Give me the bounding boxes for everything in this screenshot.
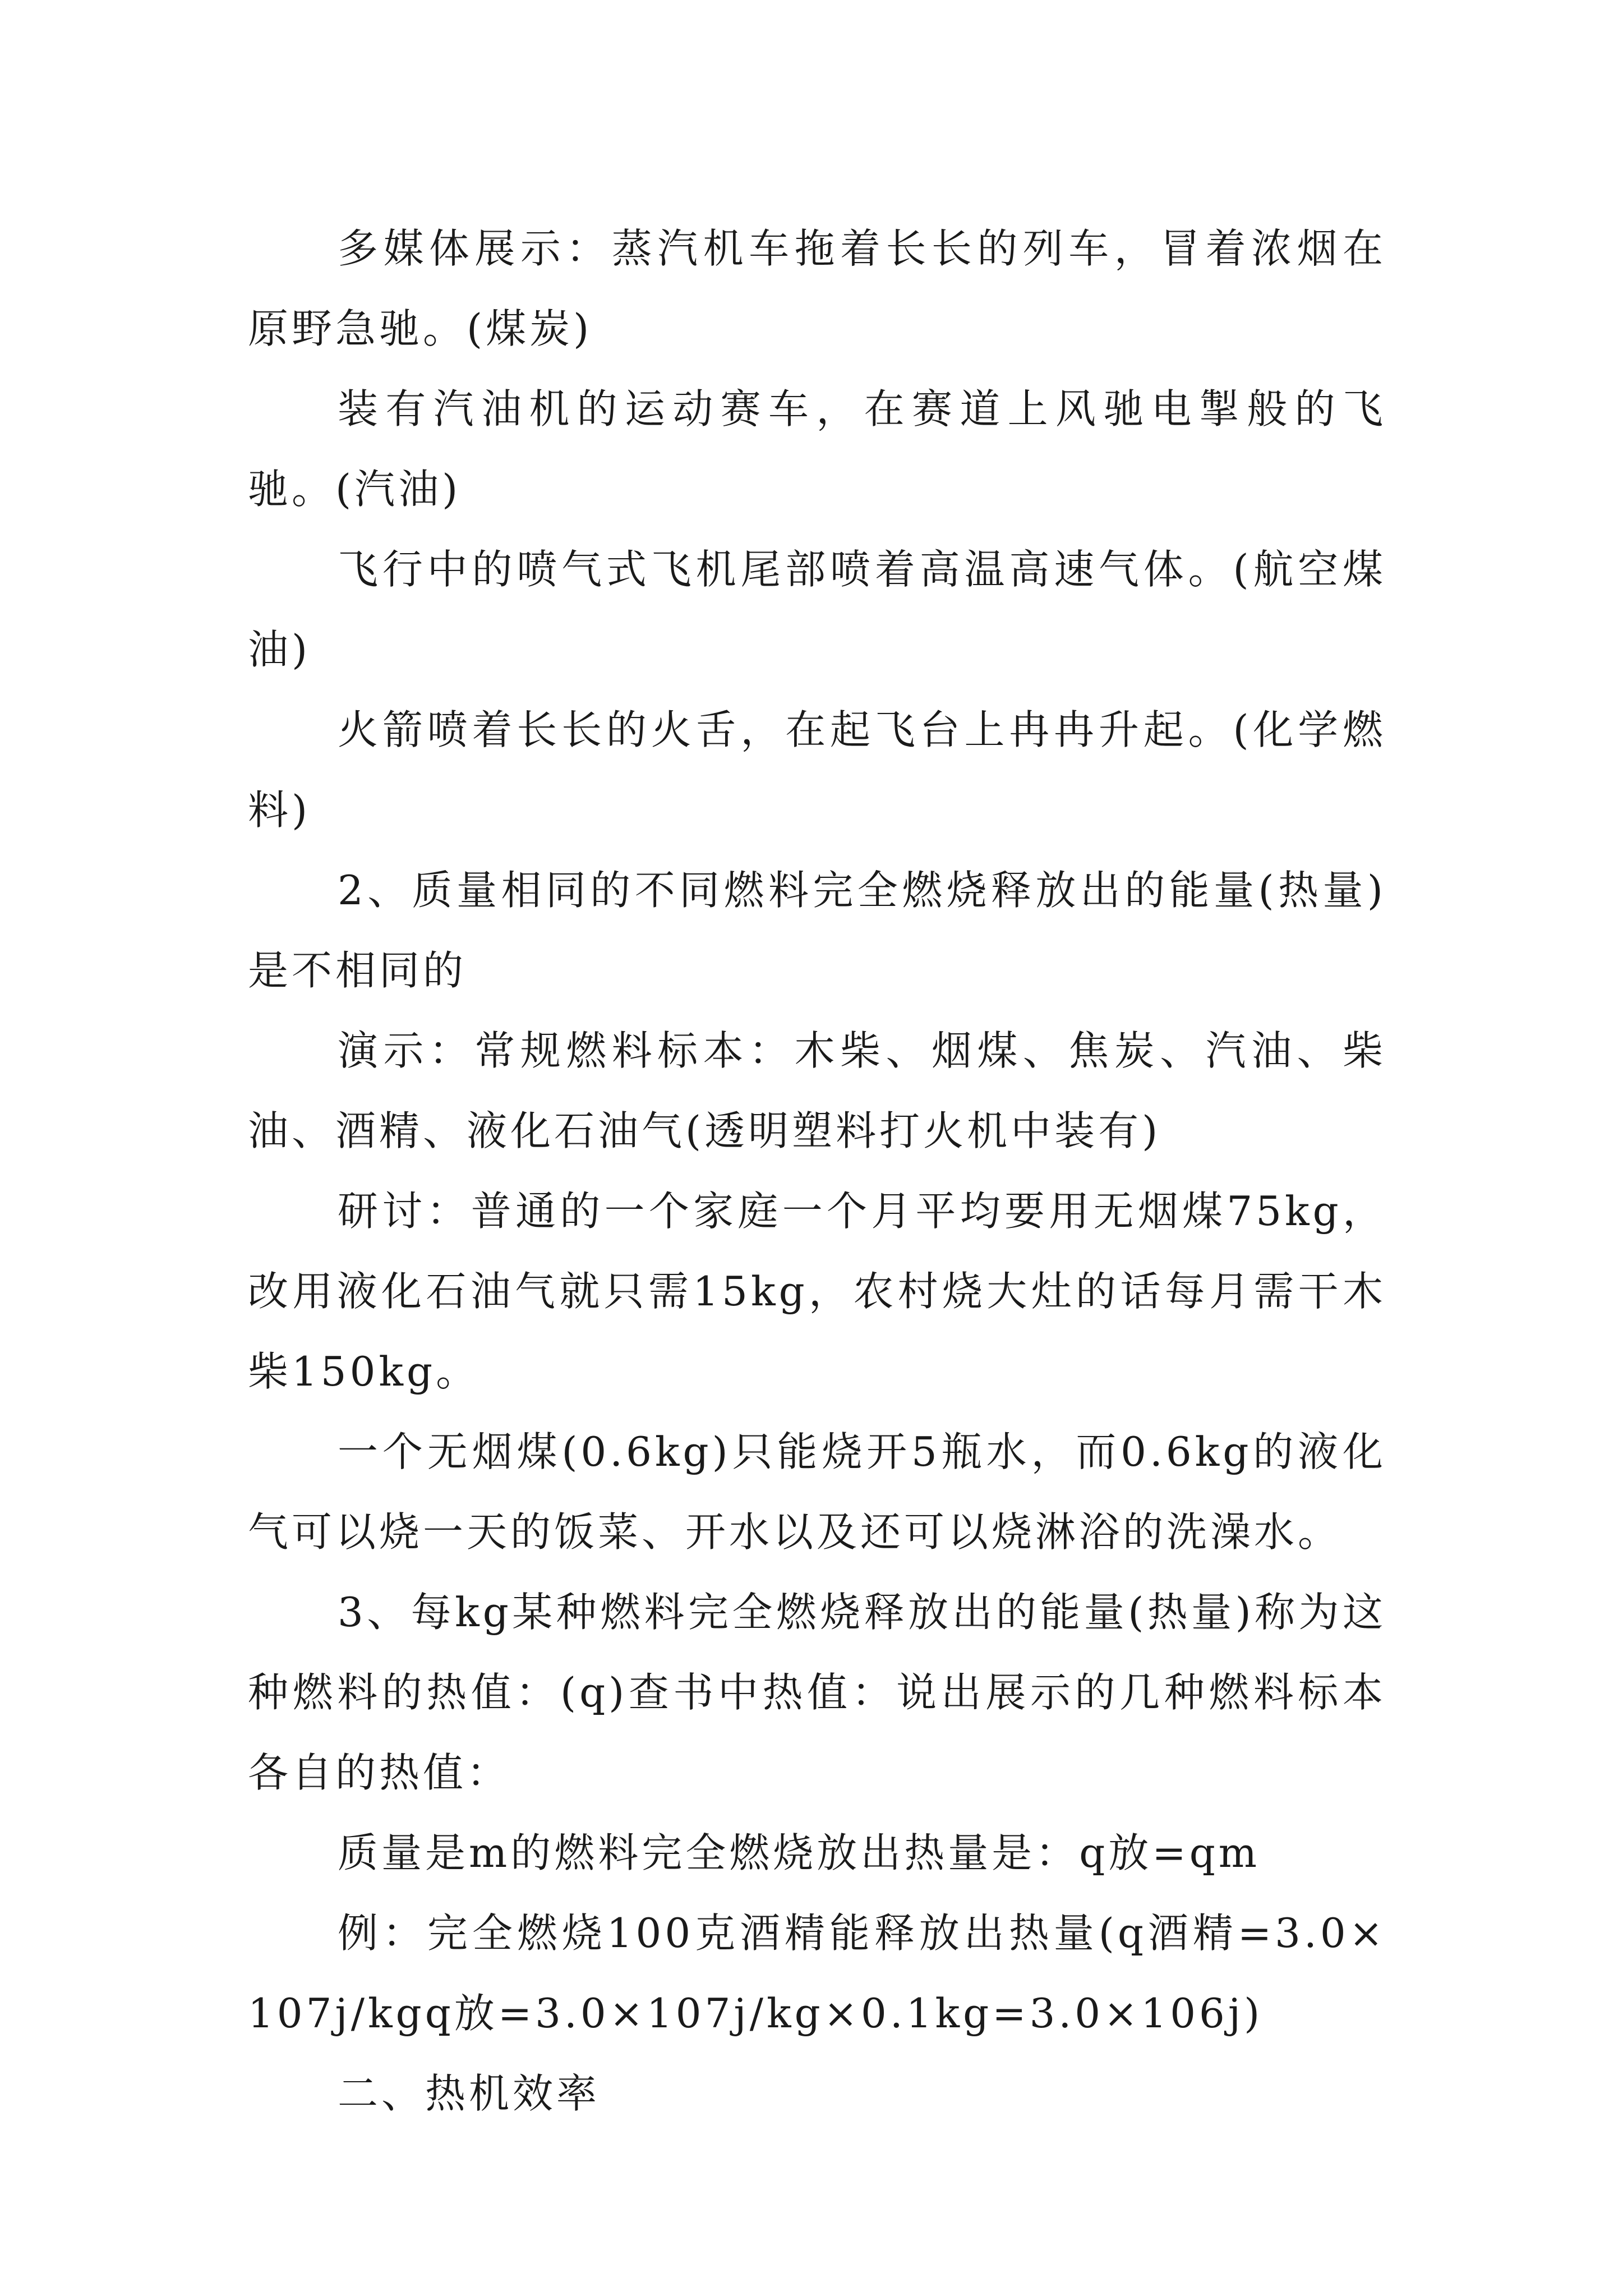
document-body bbox=[248, 209, 1386, 2134]
paragraph-example-alcohol: 例：完全燃烧100克酒精能释放出热量(q酒精=3.0×107j/kgq放=3.0×107j/kg×0.1kg=3.0×106j) bbox=[248, 1910, 1386, 2037]
paragraph-heat-formula: 质量是m的燃料完全燃烧放出热量是：q放=qm bbox=[338, 1829, 1261, 1876]
paragraph-multimedia-coal: 多媒体展示：蒸汽机车拖着长长的列车，冒着浓烟在原野急驰。(煤炭) bbox=[248, 225, 1386, 352]
paragraph-jet-kerosene: 飞行中的喷气式飞机尾部喷着高温高速气体。(航空煤油) bbox=[248, 546, 1386, 673]
paragraph-race-car-gasoline: 装有汽油机的运动赛车，在赛道上风驰电掣般的飞驰。(汽油) bbox=[248, 385, 1386, 513]
paragraph-point-2: 2、质量相同的不同燃料完全燃烧释放出的能量(热量)是不相同的 bbox=[248, 867, 1386, 994]
paragraph-demonstration: 演示：常规燃料标本：木柴、烟煤、焦炭、汽油、柴油、酒精、液化石油气(透明塑料打火机中装有) bbox=[248, 1027, 1386, 1154]
paragraph-discussion: 研讨：普通的一个家庭一个月平均要用无烟煤75kg，改用液化石油气就只需15kg，农村烧大灶的话每月需干木柴150kg。 bbox=[248, 1188, 1386, 1395]
paragraph-rocket-chemical-fuel: 火箭喷着长长的火舌，在起飞台上冉冉升起。(化学燃料) bbox=[248, 706, 1386, 834]
paragraph-point-3-heat-value: 3、每kg某种燃料完全燃烧释放出的能量(热量)称为这种燃料的热值：(q)查书中热值：说出展示的几种燃料标本各自的热值： bbox=[248, 1589, 1386, 1796]
paragraph-anthracite-example: 一个无烟煤(0.6kg)只能烧开5瓶水，而0.6kg的液化气可以烧一天的饭菜、开水以及还可以烧淋浴的洗澡水。 bbox=[248, 1428, 1386, 1556]
section-heading-heat-engine-efficiency: 二、热机效率 bbox=[338, 2070, 601, 2117]
